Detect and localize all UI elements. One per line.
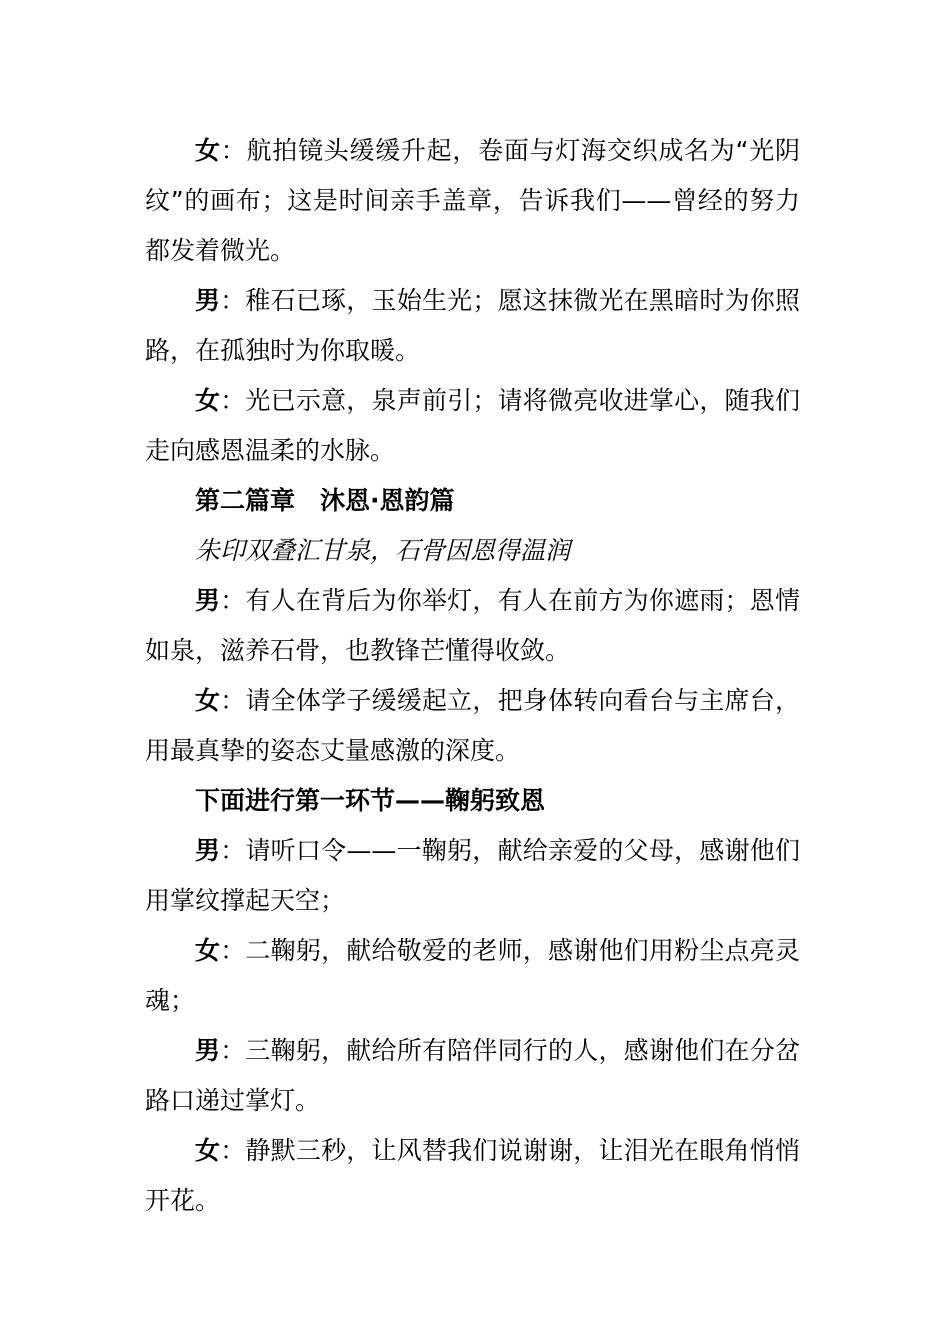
- speaker-label: 女: [195, 1136, 221, 1165]
- dialogue-paragraph: [145, 576, 800, 676]
- dialogue-paragraph: [145, 376, 800, 476]
- dialogue-paragraph: [145, 676, 800, 776]
- dialogue-paragraph: [145, 926, 800, 1026]
- dialogue-paragraph: [145, 126, 800, 276]
- speaker-label: 男: [195, 1036, 221, 1065]
- section-heading: 下面进行第一环节——鞠躬致恩: [195, 786, 546, 815]
- dialogue-text: ：航拍镜头缓缓升起，卷面与灯海交织成名为“光阴纹”的画布；这是时间亲手盖章，告诉我们——曾经的努力都发着微光。: [145, 136, 800, 265]
- dialogue-text: ：三鞠躬，献给所有陪伴同行的人，感谢他们在分岔路口递过掌灯。: [145, 1036, 800, 1115]
- speaker-label: 男: [195, 586, 221, 615]
- chapter-heading: 第二篇章 沐恩·恩韵篇: [195, 486, 455, 515]
- dialogue-paragraph: [145, 826, 800, 926]
- speaker-label: 男: [195, 286, 221, 315]
- chapter-subtitle: 朱印双叠汇甘泉，石骨因恩得温润: [195, 536, 571, 565]
- speaker-label: 女: [195, 136, 221, 165]
- dialogue-text: ：有人在背后为你举灯，有人在前方为你遮雨；恩情如泉，滋养石骨，也教锋芒懂得收敛。: [145, 586, 800, 665]
- speaker-label: 女: [195, 936, 221, 965]
- speaker-label: 男: [195, 836, 221, 865]
- dialogue-text: ：请听口令——一鞠躬，献给亲爱的父母，感谢他们用掌纹撑起天空；: [145, 836, 800, 915]
- speaker-label: 女: [195, 686, 221, 715]
- dialogue-text: ：光已示意，泉声前引；请将微亮收进掌心，随我们走向感恩温柔的水脉。: [145, 386, 800, 465]
- speaker-label: 女: [195, 386, 221, 415]
- dialogue-text: ：二鞠躬，献给敬爱的老师，感谢他们用粉尘点亮灵魂；: [145, 936, 800, 1015]
- dialogue-text: ：静默三秒，让风替我们说谢谢，让泪光在眼角悄悄开花。: [145, 1136, 800, 1215]
- dialogue-text: ：稚石已琢，玉始生光；愿这抹微光在黑暗时为你照路，在孤独时为你取暖。: [145, 286, 800, 365]
- dialogue-paragraph: [145, 1126, 800, 1226]
- dialogue-paragraph: [145, 1026, 800, 1126]
- dialogue-paragraph: [145, 276, 800, 376]
- dialogue-text: ：请全体学子缓缓起立，把身体转向看台与主席台，用最真挚的姿态丈量感激的深度。: [145, 686, 800, 765]
- script-body: [145, 126, 800, 1226]
